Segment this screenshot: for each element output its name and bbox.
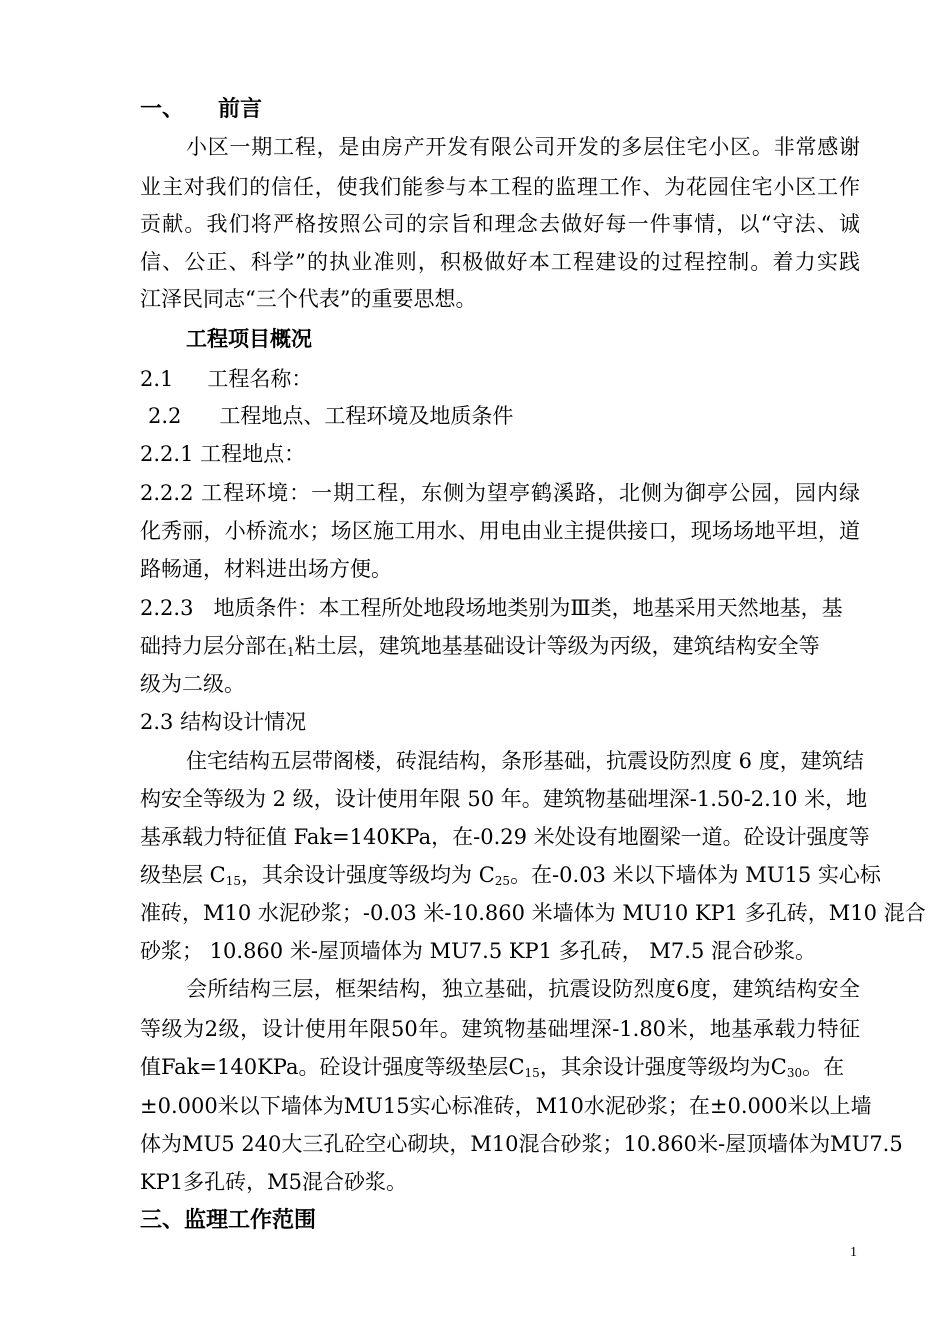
item-2-1-text: 工程名称： (207, 367, 313, 391)
geology-line-2: 础持力层分部在$_1$粘土层，建筑地基基础设计等级为丙级，建筑结构安全等 (140, 634, 820, 659)
environment-line-3: 路畅通，材料进出场方便。 (140, 557, 392, 581)
section-1-number: 一、 (140, 96, 185, 122)
clubhouse-line-2: 等级为2级，设计使用年限50年。建筑物基础埋深-1.80米，地基承载力特征 (140, 1017, 860, 1041)
intro-line-2: 业主对我们的信任，使我们能参与本工程的监理工作、为花园住宅小区工作 (140, 175, 860, 199)
intro-line-5: 江泽民同志“三个代表”的重要思想。 (140, 287, 477, 311)
residential-line-5: 准砖，M10 水泥砂浆；-0.03 米-10.860 米墙体为 MU10 KP1 多孔砖，M10 混合 (140, 901, 926, 925)
section-1-heading (140, 96, 860, 122)
intro-line-4: 信、公正、科学”的执业准则，积极做好本工程建设的过程控制。着力实践 (140, 250, 860, 274)
clubhouse-line-1: 会所结构三层，框架结构，独立基础，抗震设防烈度6度，建筑结构安全 (186, 977, 860, 1001)
item-2-2-text: 工程地点、工程环境及地质条件 (219, 404, 514, 428)
environment-line-2: 化秀丽，小桥流水；场区施工用水、用电由业主提供接口，现场场地平坦，道 (140, 519, 860, 543)
item-2-2-1: 2.2.1 工程地点： (140, 442, 306, 466)
clubhouse-line-6: KP1多孔砖，M5混合砂浆。 (140, 1170, 408, 1194)
environment-line-1: 2.2.2 工程环境：一期工程，东侧为望亭鹤溪路，北侧为御亭公园，园内绿 (140, 481, 860, 505)
residential-line-4: 级垫层 $C_{15}$，其余设计强度等级均为 $C_{25}$。在-0.03 米以下墙体为 MU15 实心标 (140, 863, 881, 888)
section-1-title: 前言 (218, 96, 263, 122)
geology-line-1 (140, 595, 860, 621)
section-3-heading: 三、监理工作范围 (140, 1207, 317, 1233)
clubhouse-line-5: 体为MU5 240大三孔砼空心砌块，M10混合砂浆；10.860米-屋顶墙体为MU7.5 (140, 1132, 903, 1156)
overview-title: 工程项目概况 (186, 326, 312, 351)
geology-number: 2.2.3 (140, 596, 194, 620)
residential-line-3: 基承载力特征值 Fak=140KPa，在-0.29 米处设有地圈梁一道。砼设计强度等 (140, 825, 870, 849)
item-2-2 (148, 403, 868, 429)
intro-line-1: 小区一期工程，是由房产开发有限公司开发的多层住宅小区。非常感谢 (186, 135, 860, 159)
residential-line-2: 构安全等级为 2 级，设计使用年限 50 年。建筑物基础埋深-1.50-2.10 米，地 (140, 787, 868, 811)
item-2-3: 2.3 结构设计情况 (140, 710, 307, 734)
clubhouse-line-3: 值Fak=140KPa。砼设计强度等级垫层$C_{15}$，其余设计强度等级均为$C_{30}$。在 (140, 1055, 845, 1080)
item-2-1-number: 2.1 (140, 367, 174, 391)
residential-line-1: 住宅结构五层带阁楼，砖混结构，条形基础，抗震设防烈度 6 度，建筑结 (186, 749, 864, 773)
geology-line-3: 级为二级。 (140, 672, 245, 696)
item-2-2-number: 2.2 (148, 404, 182, 428)
item-2-1 (140, 366, 860, 392)
clubhouse-line-4: ±0.000米以下墙体为MU15实心标准砖，M10水泥砂浆；在±0.000米以上墙 (140, 1094, 872, 1118)
intro-line-3: 贡献。我们将严格按照公司的宗旨和理念去做好每一件事情，以“守法、诚 (140, 212, 860, 236)
page-number: 1 (850, 1245, 857, 1260)
residential-line-6: 砂浆； 10.860 米-屋顶墙体为 MU7.5 KP1 多孔砖， M7.5 混合砂浆。 (140, 939, 816, 963)
geology-text: 地质条件：本工程所处地段场地类别为Ⅲ类，地基采用天然地基，基 (213, 596, 843, 620)
